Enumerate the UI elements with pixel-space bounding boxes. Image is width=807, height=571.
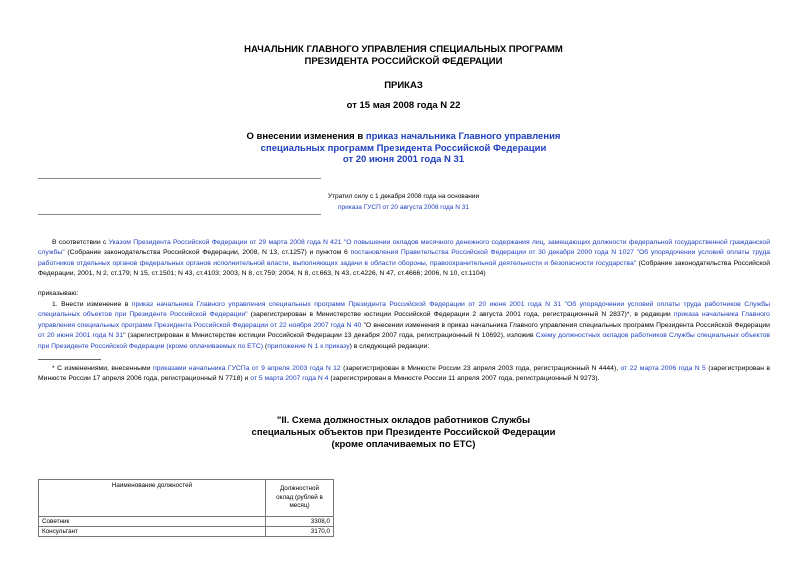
divider-bottom: [38, 214, 321, 215]
preamble-paragraph: В соответствии с Указом Президента Российской Федерации от 29 марта 2008 года N 421 "О повышении окладов месячного денежного содержания лиц, замещающих должности федеральной государственной гражданской службы" (Собрание законодательства Российской Федерации, 2008, N 13, ст.1257) и пунктом 6 постановления Правительства Российской Федерации от 30 декабря 2000 года N 1027 "Об упорядочении условий оплаты труда работников отдельных органов федеральных органов исполнительной власти, выполняющих задачи в области обороны, правоохранительной деятельности и безопасности государства" (Собрание законодательства Российской Федерации, 2001, N 2, ст.179; N 15, ст.1501; N 43, ст.4103; 2003, N 8, ст.759; 2004, N 8, ст.663, N 43, ст.4226, N 47, ст.4666; 2006, N 10, ст.1104): [38, 239, 771, 278]
footnote-divider: [38, 359, 101, 360]
issuer-title: НАЧАЛЬНИК ГЛАВНОГО УПРАВЛЕНИЯ СПЕЦИАЛЬНЫХ ПРОГРАММ ПРЕЗИДЕНТА РОССИЙСКОЙ ФЕДЕРАЦИИ: [244, 44, 563, 67]
salary-value: 3170,0: [266, 527, 334, 537]
position-name: Советник: [39, 517, 266, 527]
salary-value: 3308,0: [266, 517, 334, 527]
resolution-1027-link[interactable]: постановления Правительства Российской Федерации от 30 декабря 2000 года N 1027 "Об упорядочении условий оплаты труда работников отдельных органов федеральных органов исполнительной власти, выполняющих задачи в области обороны, правоохранительной деятельности и безопасности государства": [38, 249, 770, 267]
footnote-paragraph: * С изменениями, внесенными приказами начальника ГУСПа от 9 апреля 2003 года N 12 (зарегистрирован в Минюсте России 23 апреля 2003 года, регистрационный N 4444), от 22 марта 2006 года N 5 (зарегистрирован в Минюсте России 17 апреля 2006 года, регистрационный N 7718) и от 5 марта 2007 года N 4 (зарегистрирован в Минюсте России 11 апреля 2007 года, регистрационный N 9273).: [38, 365, 771, 383]
table-header-row: [39, 480, 334, 517]
amended-order-link[interactable]: приказ начальника Главного управления: [365, 131, 561, 142]
table-row: [39, 517, 334, 527]
repeal-notice: Утратил силу с 1 декабря 2008 года на основании приказа ГУСП от 20 августа 2008 года N 31: [327, 193, 480, 211]
order-4-link[interactable]: от 5 марта 2007 года N 4: [250, 375, 329, 383]
order-5-link[interactable]: от 22 марта 2006 года N 5: [620, 365, 706, 372]
repeal-order-link[interactable]: приказа ГУСП от 20 августа 2008 года N 31: [338, 204, 469, 211]
position-name: Консультант: [39, 527, 266, 537]
order-40-link[interactable]: приказа начальника Главного управления специальных программ Президента Российской Федерации от 22 ноября 2007 года N 40: [38, 311, 770, 329]
divider-top: [38, 178, 321, 179]
salary-table: [38, 479, 334, 537]
doc-subject: О внесении изменения в приказ начальника Главного управления специальных программ Президента Российской Федерации от 20 июня 2001 года N 31: [246, 131, 561, 165]
col-salary-header: Должностной оклад (рублей в месяц): [266, 480, 334, 517]
order-word: приказываю:: [38, 290, 79, 297]
table-row: [39, 527, 334, 537]
col-position-header: Наименование должностей: [39, 480, 266, 517]
amended-order-link-2[interactable]: специальных программ Президента Российской Федерации: [260, 142, 547, 154]
item-1-paragraph: 1. Внести изменение в приказ начальника Главного управления специальных программ Президента Российской Федерации от 20 июня 2001 года N 31 "Об упорядочении условий оплаты труда работников Службы специальных объектов при Президенте Российской Федерации" (зарегистрирован в Министерстве юстиции Российской Федерации 2 августа 2001 года, регистрационный N 2837)*, в редакции приказа начальника Главного управления специальных программ Президента Российской Федерации от 22 ноября 2007 года N 40 "О внесении изменения в приказ начальника Главного управления специальных программ Президента Российской Федерации от 20 июня 2001 года N 31" (зарегистрирован в Министерстве юстиции Российской Федерации 13 декабря 2007 года, регистрационный N 10692), изложив Схему должностных окладов работников Службы специальных объектов при Президенте Российской Федерации (кроме оплачиваемых по ЕТС) (приложение N 1 к приказу) в следующей редакции:: [38, 301, 770, 350]
salary-scheme-link[interactable]: Схему должностных окладов работников Службы специальных объектов при Президенте Российской Федерации (кроме оплачиваемых по ЕТС): [38, 332, 770, 350]
appendix-1-link[interactable]: приложение N 1 к приказу: [267, 342, 350, 350]
doc-type: ПРИКАЗ: [384, 80, 423, 91]
section-heading: "II. Схема должностных окладов работников Службы специальных объектов при Президенте Российской Федерации (кроме оплачиваемых по ЕТС): [251, 415, 556, 450]
doc-date: от 15 мая 2008 года N 22: [346, 100, 461, 111]
order-12-link[interactable]: приказами начальника ГУСПа от 9 апреля 2003 года N 12: [152, 365, 341, 372]
order-31-link[interactable]: приказ начальника Главного управления специальных программ Президента Российской Федерации от 20 июня 2001 года N 31 "Об упорядочении условий оплаты труда работников Службы специальных объектов при Президенте Российской Федерации": [38, 301, 770, 319]
order-31-date-link[interactable]: от 20 июня 2001 года N 31: [38, 332, 124, 340]
decree-421-link[interactable]: Указом Президента Российской Федерации от 29 марта 2008 года N 421 "О повышении окладов месячного денежного содержания лиц, замещающих должности федеральной государственной гражданской службы": [38, 239, 771, 257]
amended-order-link-3[interactable]: от 20 июня 2001 года N 31: [342, 154, 465, 165]
